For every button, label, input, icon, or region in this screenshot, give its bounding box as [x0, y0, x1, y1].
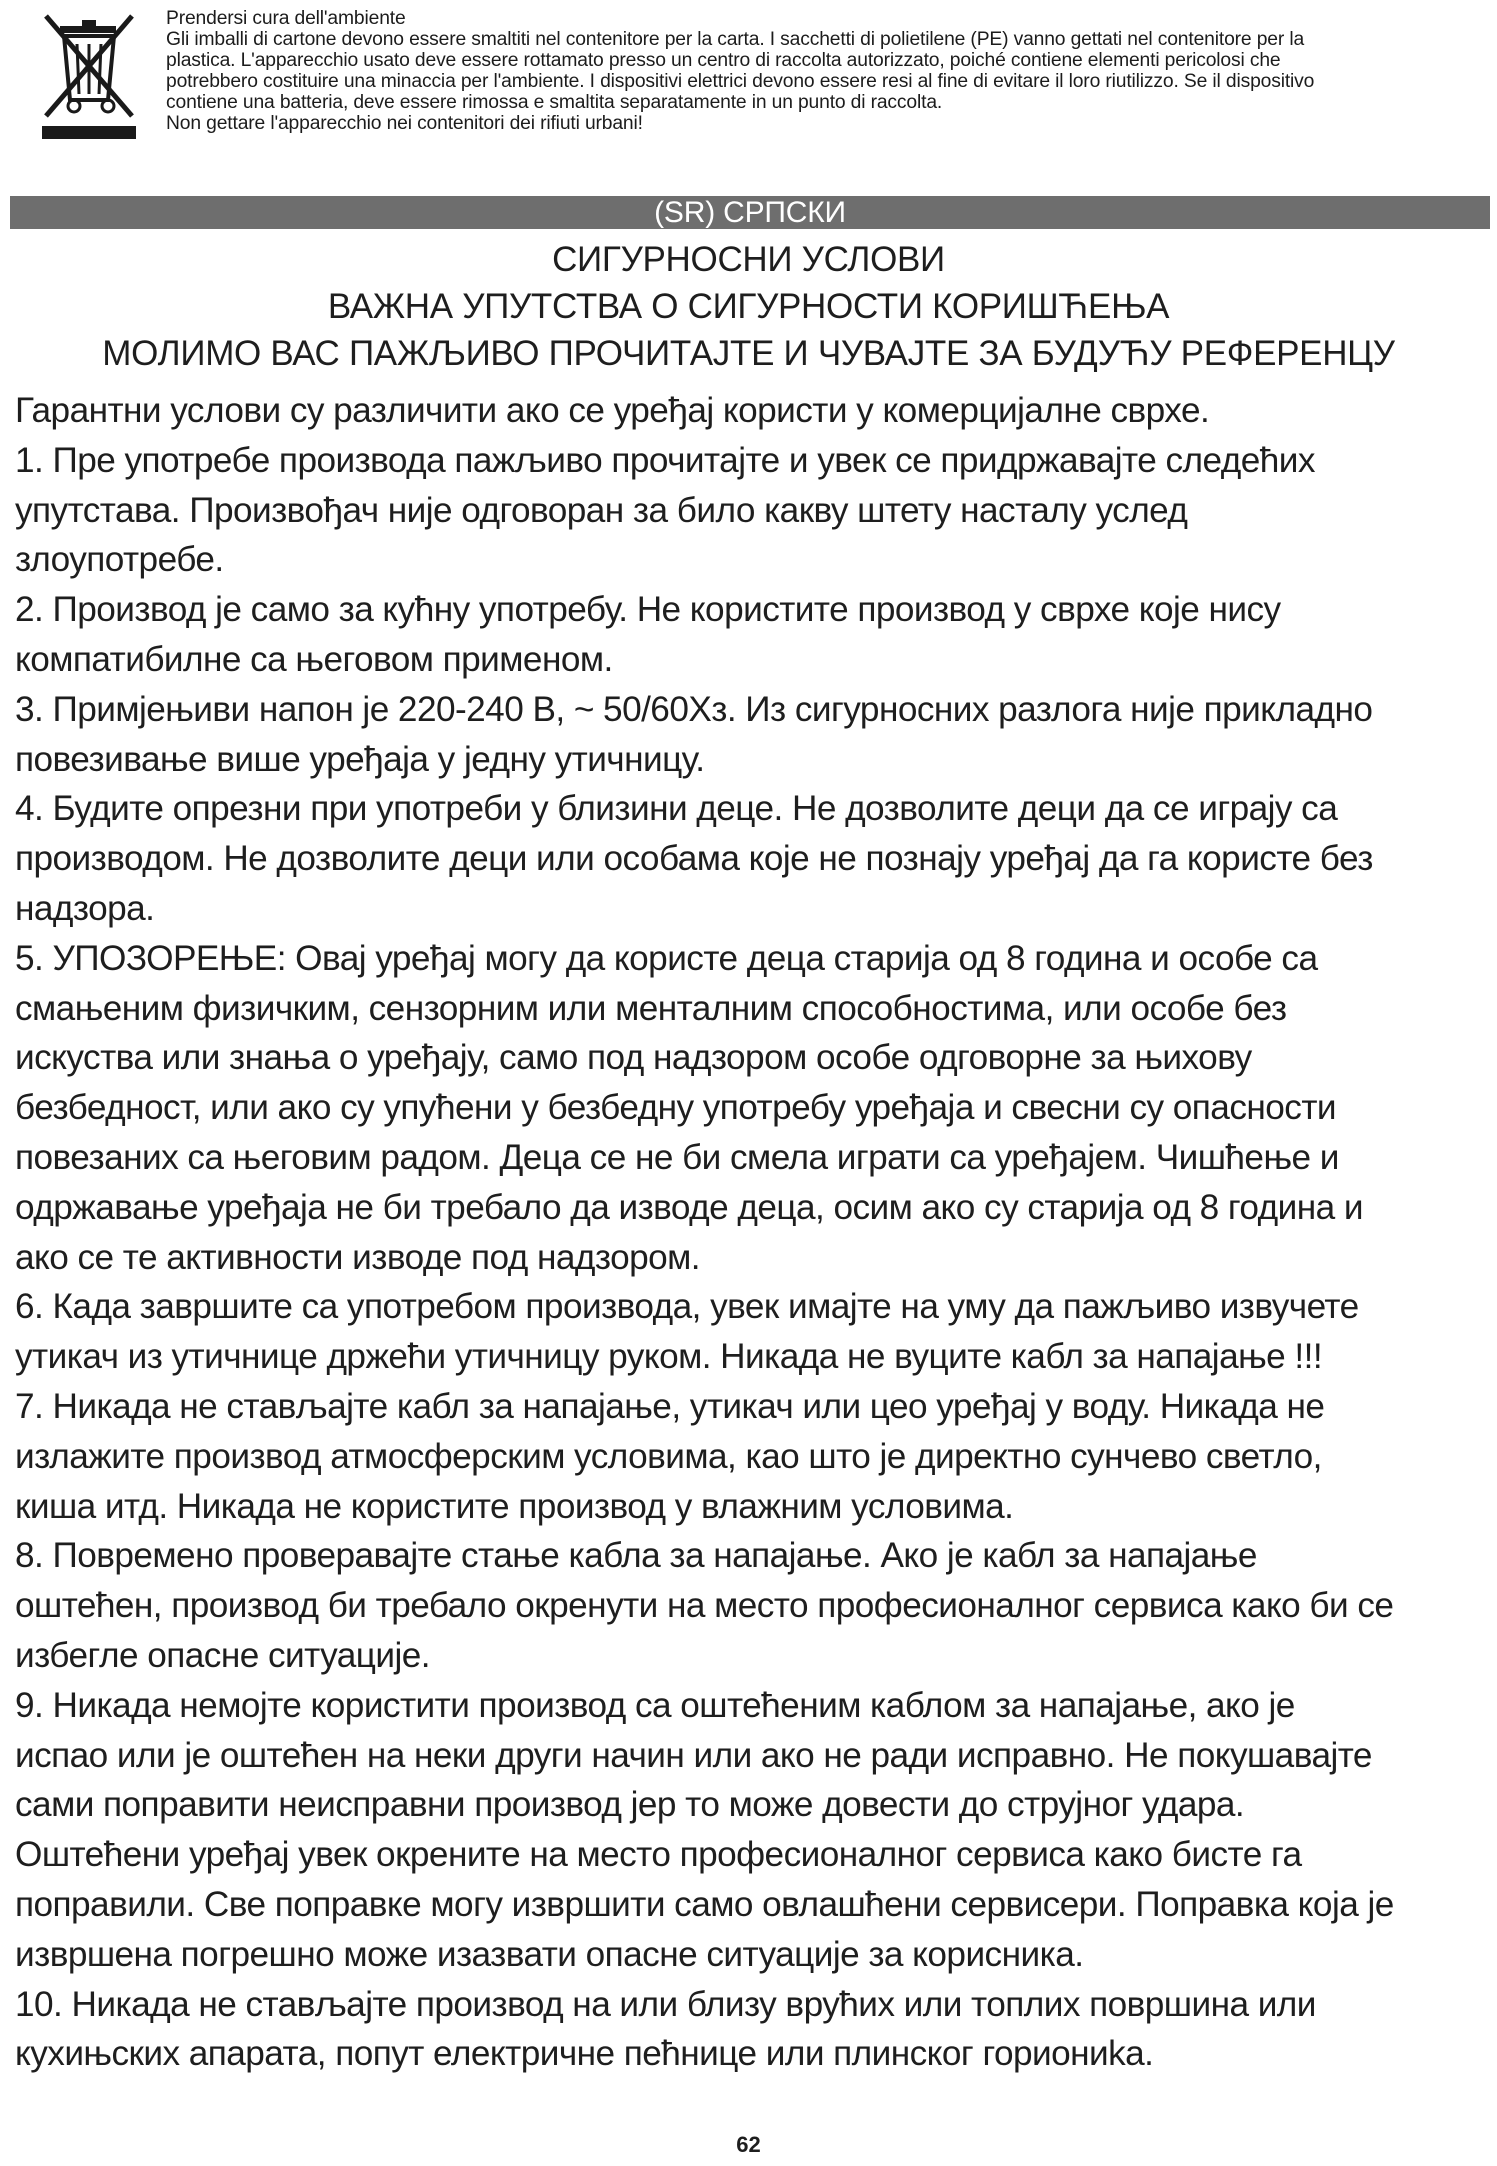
body-line: 7. Никада не стављајте кабл за напајање, утикач или цео уређај у воду. Никада не [15, 1386, 1325, 1426]
environment-text [166, 8, 1486, 134]
body-line: 9. Никада немојте користити производ са оштећеним каблом за напајање, ако је [15, 1685, 1295, 1725]
body-line: 5. УПОЗОРЕЊЕ: Овај уређај могу да користе деца старија од 8 година и особе са [15, 938, 1318, 978]
body-line: смањеним физичким, сензорним или менталним способностима, или особе без [15, 988, 1287, 1028]
crossed-out-wheelie-bin-icon [38, 12, 140, 140]
body-line: 1. Пре употребе производа пажљиво прочитајте и увек се придржавајте следећих [15, 440, 1315, 480]
body-line: испао или је оштећен на неки други начин или ако не ради исправно. Не покушавајте [15, 1735, 1372, 1775]
body-line: 8. Повремено проверавајте стање кабла за напајање. Ако је кабл за напајање [15, 1536, 1257, 1576]
body-line: искуства или знања о уређају, само под надзором особе одговорне за њихову [15, 1038, 1252, 1078]
body-line: 6. Када завршите са употребом производа, увек имајте на уму да пажљиво извучете [15, 1287, 1359, 1327]
body-line: поправили. Све поправке могу извршити само овлашћени сервисери. Поправка која је [15, 1884, 1394, 1924]
body-line: повезивање више уређаја у једну утичницу. [15, 739, 705, 779]
safety-instructions [15, 386, 1495, 2079]
body-line: извршена погрешно може изазвати опасне ситуације за корисника. [15, 1934, 1084, 1974]
body-line: 10. Никада не стављајте производ на или близу врућих или топлих површина или [15, 1984, 1316, 2024]
body-line: кухињских апарата, попут електричне пећнице или плинског гориониka. [15, 2034, 1154, 2074]
body-line: сами поправити неисправни производ јер то може довести до струјног удара. [15, 1785, 1245, 1825]
body-line: избегле опасне ситуације. [15, 1635, 430, 1675]
body-line: одржавање уређаја не би требало да изводе деца, осим ако су старија од 8 година и [15, 1187, 1363, 1227]
environment-line: contiene una batteria, deve essere rimossa e smaltita separatamente in un punto di raccolta. [166, 92, 943, 113]
environment-line: Non gettare l'apparecchio nei contenitori dei rifiuti urbani! [166, 113, 643, 134]
body-line: компатибилне са његовом применом. [15, 639, 613, 679]
body-line: производом. Не дозволите деци или особама које не познају уређај да га користе без [15, 839, 1373, 879]
body-line: Оштећени уређај увек окрените на место професионалног сервиса како бисте га [15, 1835, 1302, 1875]
environment-line: Gli imballi di cartone devono essere smaltiti nel contenitore per la carta. I sacchetti di polietilene (PE) vanno gettati nel contenitore per la [166, 29, 1305, 50]
body-line: излажите производ атмосферским условима, као што је директно сунчево светло, [15, 1436, 1322, 1476]
environment-notice [38, 8, 1478, 168]
body-line: утикач из утичнице држећи утичницу руком. Никада не вуците кабл за напајање !!! [15, 1337, 1323, 1377]
language-header: (SR) СРПСКИ [10, 196, 1490, 229]
body-line: оштећен, производ би требало окренути на место професионалног сервиса како би се [15, 1586, 1394, 1626]
section-title: СИГУРНОСНИ УСЛОВИ [552, 240, 945, 279]
environment-line: Prendersi cura dell'ambiente [166, 8, 406, 29]
page-number: 62 [736, 2132, 761, 2157]
body-line: упутстава. Произвођач није одговоран за било какву штету насталу услед [15, 490, 1188, 530]
body-line: ако се те активности изводе под надзором. [15, 1237, 700, 1277]
body-line: злоупотребе. [15, 540, 224, 580]
body-line: 3. Примјењиви напон је 220-240 В, ~ 50/60Хз. Из сигурносних разлога није прикладно [15, 689, 1373, 729]
section-subtitle: МОЛИМО ВАС ПАЖЉИВО ПРОЧИТАЈТЕ И ЧУВАЈТЕ ЗА БУДУЋУ РЕФЕРЕНЦУ [102, 334, 1395, 373]
body-line: повезаних са његовим радом. Деца се не би смела играти са уређајем. Чишћење и [15, 1137, 1339, 1177]
body-line: киша итд. Никада не користите производ у влажним условима. [15, 1486, 1014, 1526]
environment-line: potrebbero costituire una minaccia per l'ambiente. I dispositivi elettrici devono essere resi al fine di evitare il loro riutilizzo. Se il dispositivo [166, 71, 1315, 92]
body-line: надзора. [15, 888, 155, 928]
body-line: безбедност, или ако су упућени у безбедну употребу уређаја и свесни су опасности [15, 1088, 1336, 1128]
body-line: 2. Производ је само за кућну употребу. Не користите производ у сврхе које нису [15, 590, 1281, 630]
body-line: Гарантни услови су различити ако се уређај користи у комерцијалне сврхе. [15, 391, 1210, 430]
environment-line: plastica. L'apparecchio usato deve essere rottamato presso un centro di raccolta autorizzato, poiché contiene elementi pericolosi che [166, 50, 1281, 71]
section-subtitle: ВАЖНА УПУТСТВА О СИГУРНОСТИ КОРИШЋЕЊА [327, 287, 1170, 326]
body-line: 4. Будите опрезни при употреби у близини деце. Не дозволите деци да се играју са [15, 789, 1338, 829]
